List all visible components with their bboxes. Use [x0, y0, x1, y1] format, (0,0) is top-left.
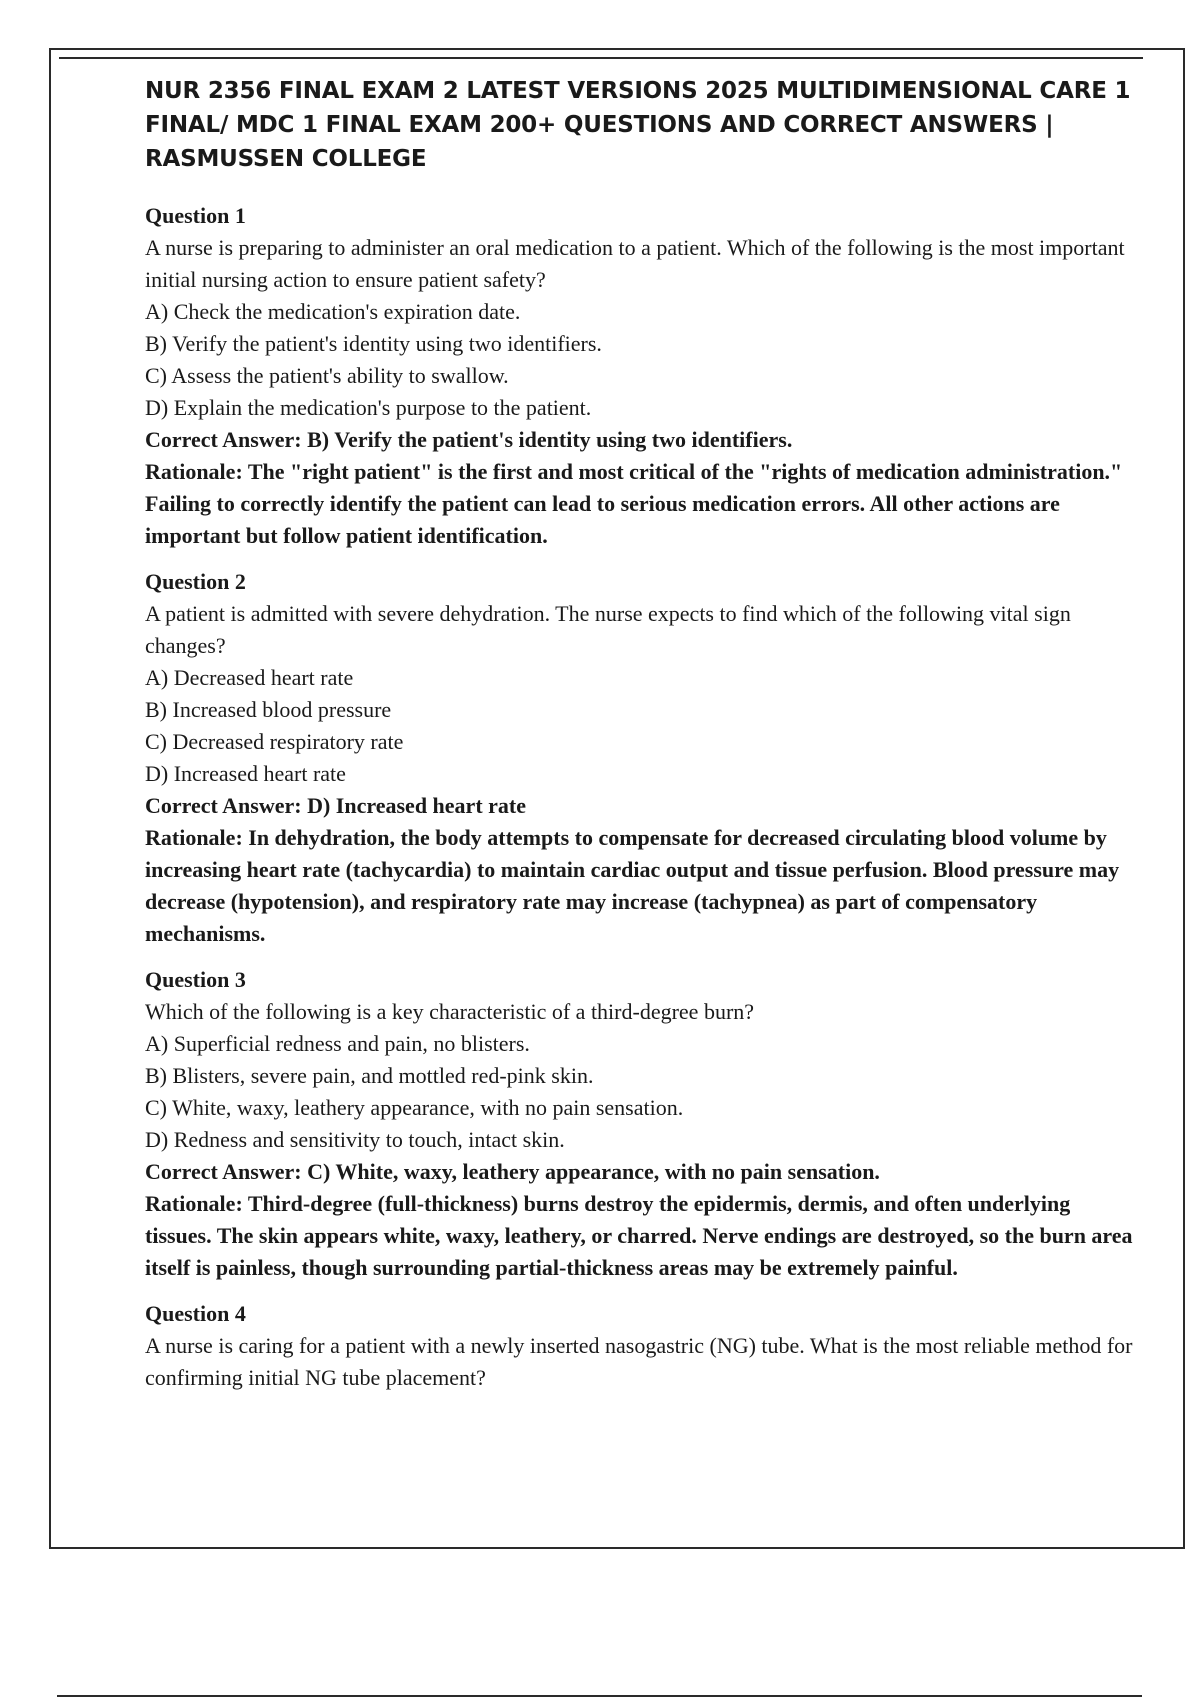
option-b: B) Increased blood pressure	[145, 697, 392, 722]
question-heading: Question 3	[145, 967, 246, 992]
document-title: NUR 2356 FINAL EXAM 2 LATEST VERSIONS 2025 MULTIDIMENSIONAL CARE 1 FINAL/ MDC 1 FINAL EXAM 200+ QUESTIONS AND CORRECT ANSWERS | RASMUSSEN COLLEGE	[145, 78, 1131, 172]
question-heading: Question 2	[145, 569, 246, 594]
bottom-rule	[57, 1695, 1142, 1697]
option-b: B) Verify the patient's identity using two identifiers.	[145, 331, 602, 356]
document-content	[145, 74, 1135, 1408]
question-stem: A nurse is preparing to administer an oral medication to a patient. Which of the following is the most important initial nursing action to ensure patient safety?	[145, 235, 1125, 292]
correct-answer: Correct Answer: C) White, waxy, leathery appearance, with no pain sensation.	[145, 1159, 880, 1184]
rationale: Rationale: Third-degree (full-thickness) burns destroy the epidermis, dermis, and often underlying tissues. The skin appears white, waxy, leathery, or charred. Nerve endings are destroyed, so the burn area itself is painless, though surrounding partial-thickness areas may be extremely painful.	[145, 1191, 1133, 1280]
option-c: C) Decreased respiratory rate	[145, 729, 404, 754]
rationale: Rationale: The "right patient" is the first and most critical of the "rights of medication administration." Failing to correctly identify the patient can lead to serious medication errors. All other actions are important but follow patient identification.	[145, 459, 1123, 548]
correct-answer: Correct Answer: B) Verify the patient's identity using two identifiers.	[145, 427, 793, 452]
option-d: D) Explain the medication's purpose to the patient.	[145, 395, 592, 420]
question-3	[145, 964, 1135, 1284]
page-frame	[49, 48, 1185, 1549]
option-d: D) Increased heart rate	[145, 761, 346, 786]
question-heading: Question 4	[145, 1301, 246, 1326]
question-1	[145, 200, 1135, 552]
option-d: D) Redness and sensitivity to touch, intact skin.	[145, 1127, 565, 1152]
question-stem: Which of the following is a key characteristic of a third-degree burn?	[145, 999, 755, 1024]
question-2	[145, 566, 1135, 950]
question-heading: Question 1	[145, 203, 246, 228]
option-c: C) Assess the patient's ability to swallow.	[145, 363, 509, 388]
option-a: A) Check the medication's expiration date.	[145, 299, 521, 324]
question-4	[145, 1298, 1135, 1394]
option-c: C) White, waxy, leathery appearance, with no pain sensation.	[145, 1095, 684, 1120]
question-stem: A nurse is caring for a patient with a newly inserted nasogastric (NG) tube. What is the most reliable method for confirming initial NG tube placement?	[145, 1333, 1133, 1390]
question-stem: A patient is admitted with severe dehydration. The nurse expects to find which of the following vital sign changes?	[145, 601, 1071, 658]
rationale: Rationale: In dehydration, the body attempts to compensate for decreased circulating blood volume by increasing heart rate (tachycardia) to maintain cardiac output and tissue perfusion. Blood pressure may decrease (hypotension), and respiratory rate may increase (tachypnea) as part of compensatory mechanisms.	[145, 825, 1120, 946]
correct-answer: Correct Answer: D) Increased heart rate	[145, 793, 527, 818]
option-a: A) Decreased heart rate	[145, 665, 354, 690]
option-a: A) Superficial redness and pain, no blisters.	[145, 1031, 530, 1056]
option-b: B) Blisters, severe pain, and mottled red-pink skin.	[145, 1063, 594, 1088]
top-rule	[59, 57, 1143, 59]
